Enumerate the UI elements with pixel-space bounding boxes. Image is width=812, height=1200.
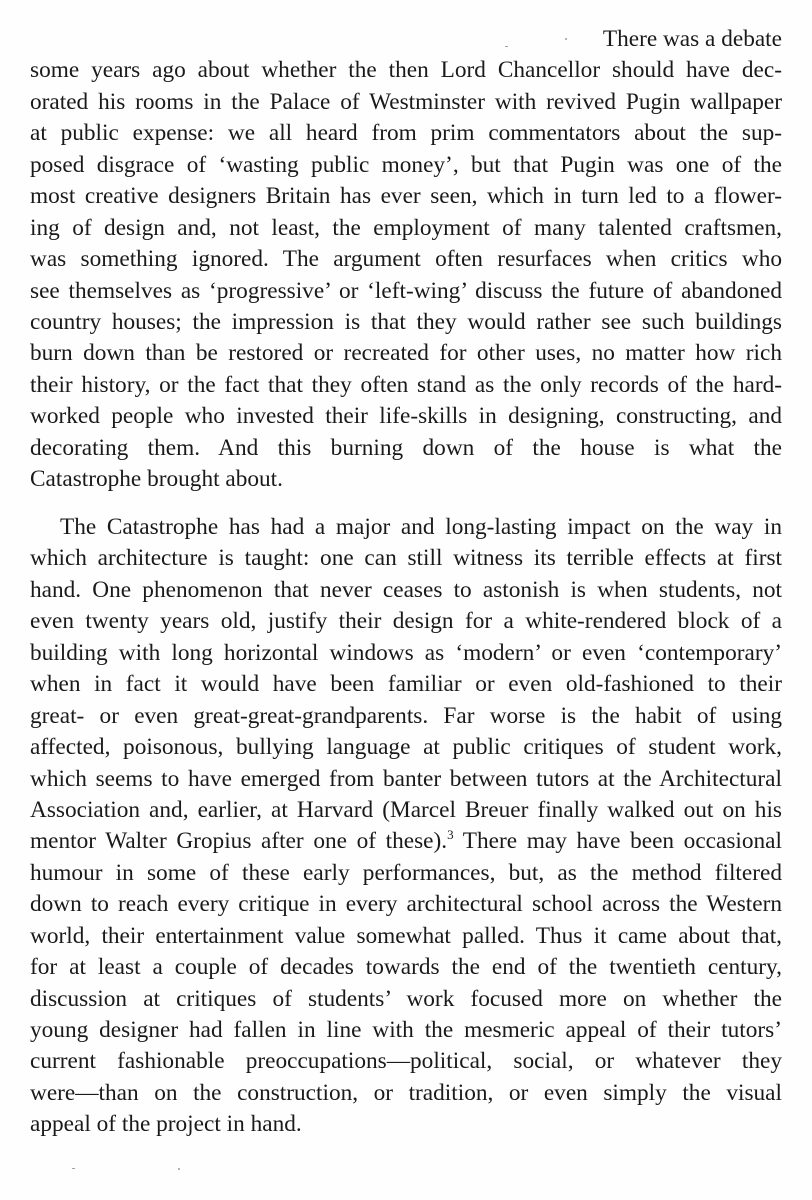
paragraph-line: for at least a couple of decades towards the end of the twentieth century, xyxy=(30,954,782,981)
paragraph-line: down to reach every critique in every architectural school across the Western xyxy=(30,891,782,918)
paragraph-line: world, their entertainment value somewhat palled. Thus it came about that, xyxy=(30,922,782,949)
paragraph-line: building with long horizontal windows as ‘modern’ or even ‘contemporary’ xyxy=(30,639,782,666)
paragraph-catastrophe xyxy=(30,512,782,1141)
line-text-after-footnote: There may have been occasional xyxy=(453,828,782,855)
paragraph-line: when in fact it would have been familiar or even old-fashioned to their xyxy=(30,671,782,698)
paragraph-line: Association and, earlier, at Harvard (Marcel Breuer finally walked out on his xyxy=(30,796,782,823)
paragraph-line: some years ago about whether the then Lord Chancellor should have dec- xyxy=(30,57,782,84)
paragraph-line: current fashionable preoccupations—political, social, or whatever they xyxy=(30,1048,782,1075)
paragraph-line: which seems to have emerged from banter between tutors at the Architectural xyxy=(30,765,782,792)
paragraph-line: young designer had fallen in line with the mesmeric appeal of their tutors’ xyxy=(30,1017,782,1043)
footnote-marker[interactable]: 3 xyxy=(447,827,454,843)
paragraph-line: see themselves as ‘progressive’ or ‘left-wing’ discuss the future of abandoned xyxy=(30,277,782,304)
scan-speck xyxy=(72,1168,75,1169)
paragraph-line: which architecture is taught: one can still witness its terrible effects at first xyxy=(30,545,782,572)
paragraph-line: great- or even great-great-grandparents. Far worse is the habit of using xyxy=(30,702,782,729)
paragraph-line: was something ignored. The argument often resurfaces when critics who xyxy=(30,246,782,273)
paragraph-line: ing of design and, not least, the employment of many talented craftsmen, xyxy=(30,214,782,241)
paragraph-line: country houses; the impression is that they would rather see such buildings xyxy=(30,308,782,335)
paragraph-line: burn down than be restored or recreated for other uses, no matter how rich xyxy=(30,340,782,367)
paragraph-line: their history, or the fact that they often stand as the only records of the hard- xyxy=(30,371,782,398)
paragraph-line-with-footnote xyxy=(30,826,782,857)
paragraph-line: even twenty years old, justify their design for a white-rendered block of a xyxy=(30,608,782,635)
paragraph-line: The Catastrophe has had a major and long-lasting impact on the way in xyxy=(60,514,782,540)
paragraph-line: humour in some of these early performances, but, as the method filtered xyxy=(30,859,782,886)
paragraph-line: Catastrophe brought about. xyxy=(30,466,283,493)
paragraph-line: discussion at critiques of students’ work focused more on whether the xyxy=(30,985,782,1012)
paragraph-line: worked people who invested their life-skills in designing, constructing, and xyxy=(30,403,782,430)
paragraph-line: decorating them. And this burning down of the house is what the xyxy=(30,434,782,461)
paragraph-line: were—than on the construction, or tradition, or even simply the visual xyxy=(30,1079,782,1106)
paragraph-line: appeal of the project in hand. xyxy=(30,1111,302,1138)
paragraph-line: There was a debate xyxy=(602,26,782,52)
paragraph-line: orated his rooms in the Palace of Westminster with revived Pugin wallpaper xyxy=(30,88,782,115)
paragraph-line: most creative designers Britain has ever seen, which in turn led to a flower- xyxy=(30,183,782,210)
scan-speck xyxy=(178,1168,180,1170)
paragraph-line: hand. One phenomenon that never ceases to astonish is when students, not xyxy=(30,576,782,603)
paragraph-debate xyxy=(30,24,782,496)
paragraph-line: at public expense: we all heard from prim commentators about the sup- xyxy=(30,120,782,147)
paragraph-line: posed disgrace of ‘wasting public money’, but that Pugin was one of the xyxy=(30,151,782,178)
paragraph-line: affected, poisonous, bullying language at public critiques of student work, xyxy=(30,734,782,761)
line-text-before-footnote: mentor Walter Gropius after one of these). xyxy=(30,828,448,855)
